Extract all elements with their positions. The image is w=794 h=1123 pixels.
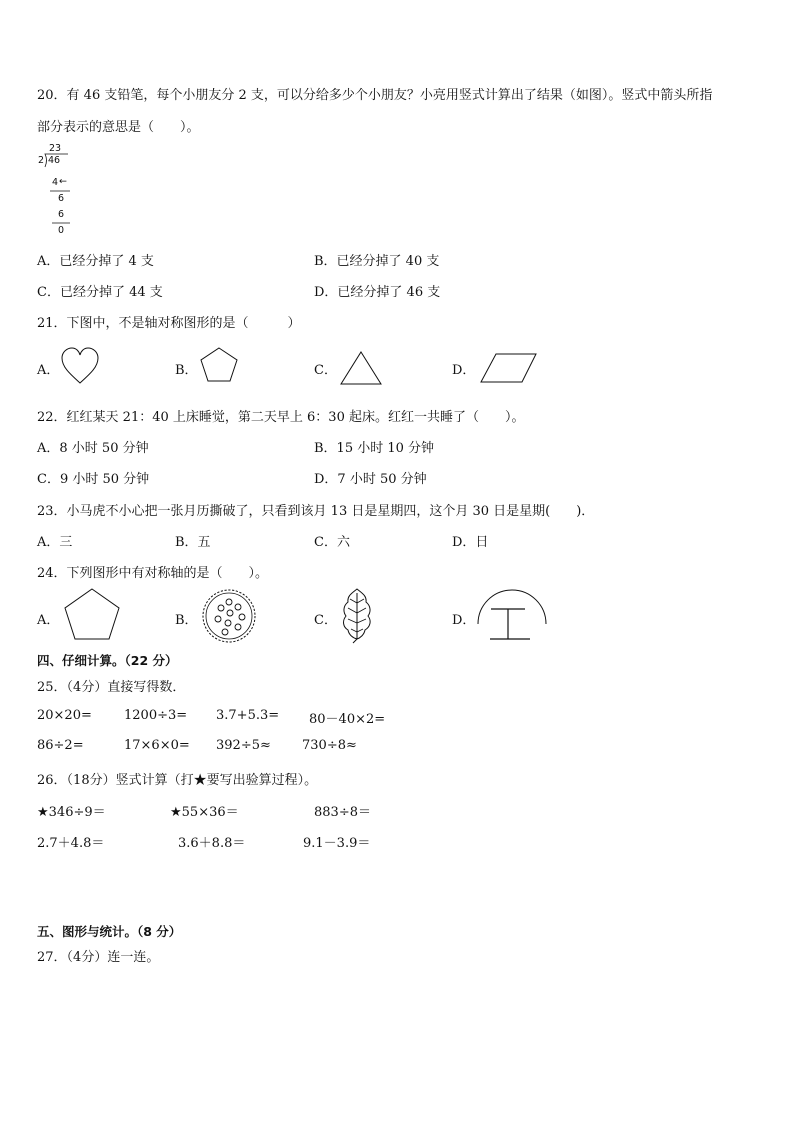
q26-item: 883÷8＝ xyxy=(314,805,371,820)
division-step3: 6 xyxy=(58,209,65,220)
q23-option-a[interactable]: A．三 xyxy=(37,535,73,550)
division-quotient: 23 xyxy=(49,143,62,154)
section-5-title: 五、图形与统计。（8 分） xyxy=(37,924,182,939)
q22-option-a[interactable]: A．8 小时 50 分钟 xyxy=(37,441,149,456)
q22-option-d[interactable]: D．7 小时 50 分钟 xyxy=(314,472,427,487)
q24-option-d-label[interactable]: D． xyxy=(452,613,476,628)
arch-with-gong-icon xyxy=(476,588,548,644)
q25-item: 86÷2= xyxy=(37,738,84,753)
q21-option-b-label[interactable]: B． xyxy=(175,363,198,378)
q24-option-a-label[interactable]: A． xyxy=(37,613,60,628)
leaf-icon xyxy=(340,587,374,643)
q20-stem-line1: 20．有 46 支铅笔，每个小朋友分 2 支，可以分给多少个小朋友？小亮用竖式计算出了结果（如图）。竖式中箭头所指 xyxy=(37,88,713,103)
q26-item: 3.6＋8.8＝ xyxy=(178,836,246,851)
q26-item: ★55×36＝ xyxy=(170,805,239,820)
dotted-plate-icon xyxy=(201,588,257,644)
q25-stem: 25．（4分）直接写得数． xyxy=(37,680,186,695)
q26-item: 9.1－3.9＝ xyxy=(303,836,371,851)
q20-option-a[interactable]: A．已经分掉了 4 支 xyxy=(37,254,154,269)
q25-item: 3.7+5.3= xyxy=(216,708,280,723)
q23-stem: 23．小马虎不小心把一张月历撕破了，只看到该月 13 日是星期四，这个月 30 日是星期( )． xyxy=(37,504,595,519)
division-line-1 xyxy=(50,190,80,192)
q25-item: 1200÷3= xyxy=(124,708,188,723)
arrow-left-icon: ← xyxy=(59,176,67,187)
division-step1: 4 xyxy=(52,177,59,188)
q23-option-b[interactable]: B．五 xyxy=(175,535,211,550)
q20-option-c[interactable]: C．已经分掉了 44 支 xyxy=(37,285,163,300)
q23-option-c[interactable]: C．六 xyxy=(314,535,350,550)
q22-option-c[interactable]: C．9 小时 50 分钟 xyxy=(37,472,150,487)
division-divisor: 2 xyxy=(38,155,45,166)
q24-option-b-label[interactable]: B． xyxy=(175,613,198,628)
pentagon-icon xyxy=(63,588,121,640)
pentagon-icon xyxy=(200,347,240,383)
q20-stem-line2: 部分表示的意思是（ ）。 xyxy=(37,120,200,135)
q25-item: 80－40×2= xyxy=(309,712,386,727)
q24-option-c-label[interactable]: C． xyxy=(314,613,337,628)
q21-option-d-label[interactable]: D． xyxy=(452,363,476,378)
division-remainder: 0 xyxy=(58,225,65,236)
division-step2: 6 xyxy=(58,193,65,204)
q21-option-a-label[interactable]: A． xyxy=(37,363,60,378)
q22-option-b[interactable]: B．15 小时 10 分钟 xyxy=(314,441,435,456)
q26-stem: 26．（18分）竖式计算（打★要写出验算过程）。 xyxy=(37,773,318,788)
q25-item: 20×20= xyxy=(37,708,92,723)
q22-stem: 22．红红某天 21：40 上床睡觉，第二天早上 6：30 起床。红红一共睡了（ ）。 xyxy=(37,410,525,425)
q23-option-d[interactable]: D．日 xyxy=(452,535,489,550)
heart-icon xyxy=(60,347,100,385)
q24-stem: 24．下列图形中有对称轴的是（ ）。 xyxy=(37,566,269,581)
q26-item: 2.7＋4.8＝ xyxy=(37,836,105,851)
parallelogram-icon xyxy=(480,353,540,383)
triangle-icon xyxy=(340,351,382,385)
q26-item: ★346÷9＝ xyxy=(37,805,106,820)
q20-option-b[interactable]: B．已经分掉了 40 支 xyxy=(314,254,440,269)
q27-stem: 27．（4分）连一连。 xyxy=(37,950,160,965)
division-dividend: 46 xyxy=(48,155,61,166)
q25-item: 730÷8≈ xyxy=(302,738,357,753)
q25-item: 17×6×0= xyxy=(124,738,190,753)
q21-stem: 21．下图中，不是轴对称图形的是（ ） xyxy=(37,316,301,331)
q21-option-c-label[interactable]: C． xyxy=(314,363,337,378)
section-4-title: 四、仔细计算。（22 分） xyxy=(37,653,178,668)
q25-item: 392÷5≈ xyxy=(216,738,271,753)
division-line-2 xyxy=(52,222,82,224)
q20-option-d[interactable]: D．已经分掉了 46 支 xyxy=(314,285,441,300)
